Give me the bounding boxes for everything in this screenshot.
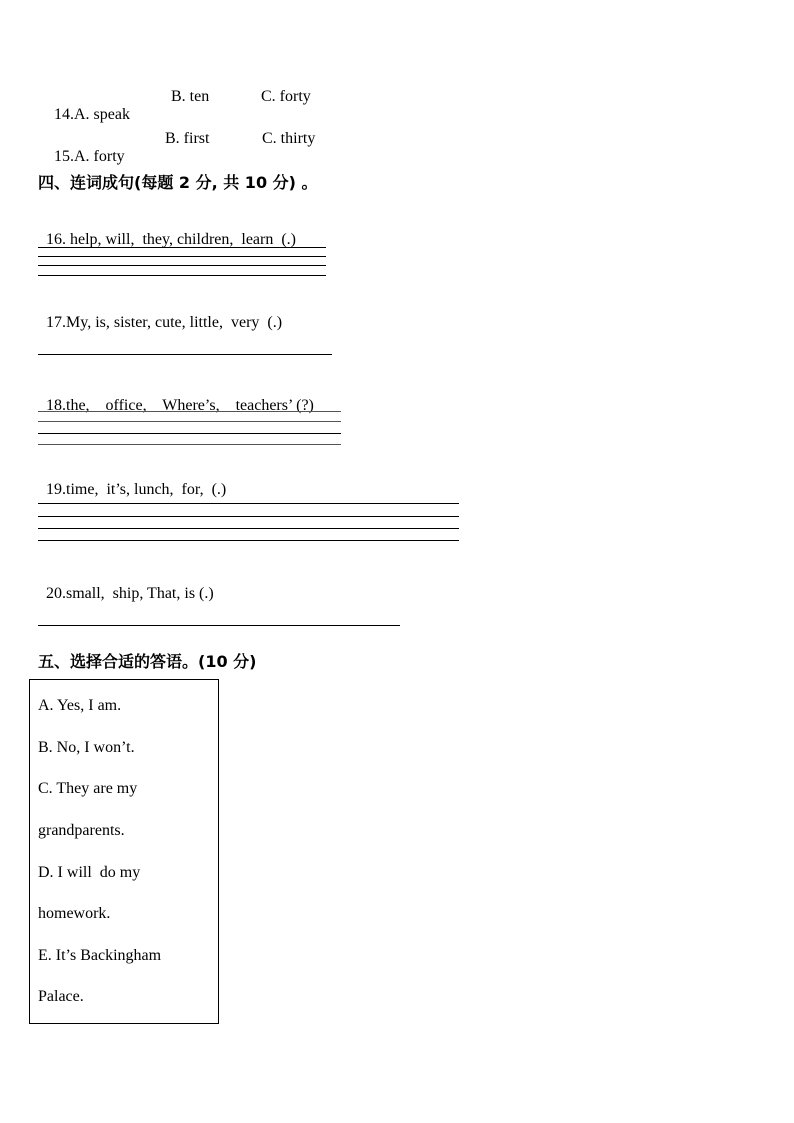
answer-line-20 (38, 625, 400, 626)
question-number: 15. (54, 148, 74, 165)
question-number: 16. (46, 231, 66, 248)
question-20 (38, 567, 214, 603)
question-number: 20. (46, 585, 66, 602)
answer-line (38, 256, 326, 257)
question-17 (38, 296, 282, 332)
question-number: 14. (54, 106, 74, 123)
question-19 (38, 463, 226, 499)
option-a: A. speak (74, 106, 130, 123)
option-a: A. forty (74, 148, 125, 165)
question-number: 17. (46, 314, 66, 331)
answer-line (38, 433, 341, 434)
answer-choices-box (29, 679, 219, 1024)
answer-line (38, 411, 341, 412)
question-16 (38, 213, 296, 249)
answer-line (38, 421, 341, 422)
option-b: B. ten (171, 88, 210, 105)
question-text: help, will, they, children, learn (.) (66, 231, 296, 248)
option-b: B. first (165, 130, 210, 147)
question-text: small, ship, That, is (.) (66, 585, 214, 602)
choice-a: A. Yes, I am. (38, 697, 122, 714)
question-18 (38, 379, 314, 415)
question-text: My, is, sister, cute, little, very (.) (66, 314, 283, 331)
answer-line (38, 444, 341, 445)
answer-line (38, 516, 459, 517)
choice-c: C. They are my (38, 780, 138, 797)
section-4-heading: 四、连词成句(每题 2 分, 共 10 分) 。 (38, 173, 318, 192)
answer-line (38, 528, 459, 529)
choice-d: D. I will do my (38, 864, 141, 881)
choice-c-cont: grandparents. (38, 822, 125, 839)
option-c: C. thirty (262, 130, 316, 147)
choice-e: E. It’s Backingham (38, 947, 162, 964)
answer-line (38, 275, 326, 276)
question-text: the, office, Where’s, teachers’ (?) (66, 397, 314, 414)
choice-d-cont: homework. (38, 905, 111, 922)
section-5-heading: 五、选择合适的答语。(10 分) (38, 652, 257, 671)
choice-b: B. No, I won’t. (38, 739, 135, 756)
question-number: 19. (46, 481, 66, 498)
answer-line (38, 247, 326, 248)
choice-e-cont: Palace. (38, 988, 84, 1005)
answer-line (38, 540, 459, 541)
answer-line (38, 265, 326, 266)
answer-line (38, 503, 459, 504)
answer-line-17 (38, 354, 332, 355)
question-text: time, it’s, lunch, for, (.) (66, 481, 227, 498)
option-c: C. forty (261, 88, 311, 105)
question-number: 18. (46, 397, 66, 414)
